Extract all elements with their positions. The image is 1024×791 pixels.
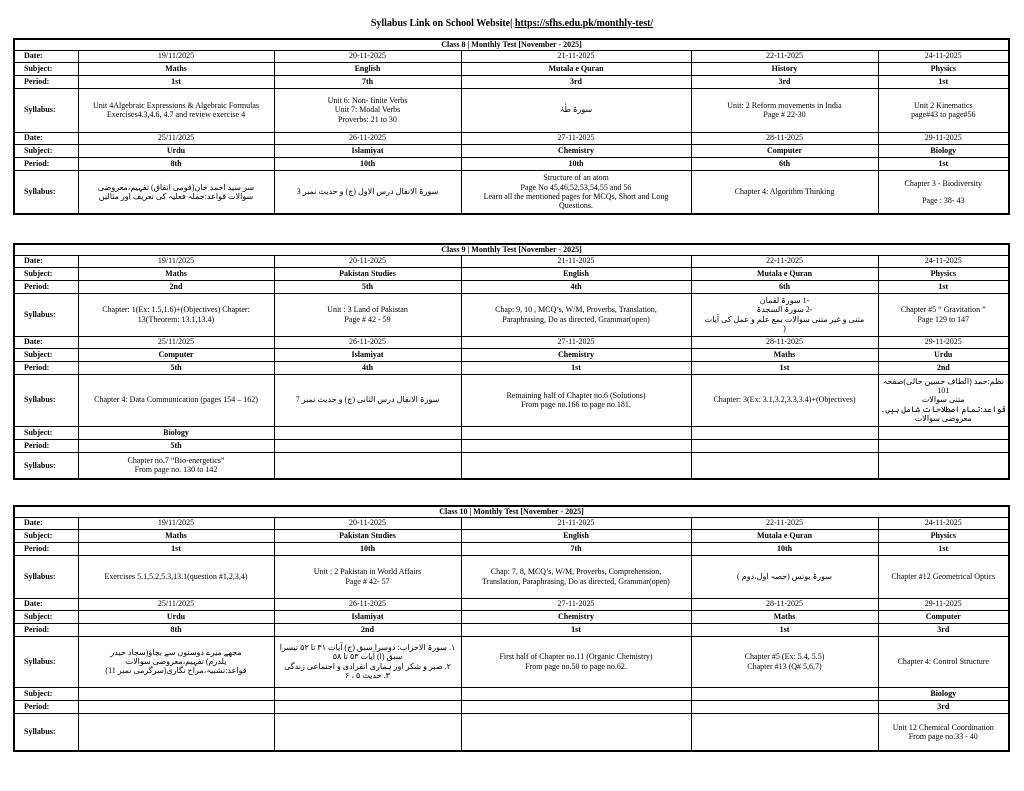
date-cell: 20-11-2025 (274, 255, 461, 267)
subject-cell (274, 426, 461, 439)
subject-cell: Computer (78, 348, 274, 361)
date-cell: 22-11-2025 (691, 50, 878, 62)
date-cell: 28-11-2025 (691, 598, 878, 610)
syllabus-line: Page : 38- 43 (922, 195, 965, 205)
subject-cell (691, 426, 878, 439)
date-label: Date: (14, 336, 78, 348)
subject-label: Subject: (14, 529, 78, 542)
subject-label: Subject: (14, 426, 78, 439)
syllabus-line: Structure of an atom (543, 173, 609, 183)
syllabus-cell (461, 636, 691, 687)
syllabus-cell (878, 452, 1009, 479)
class-title-row (14, 506, 1009, 517)
period-cell: 2nd (878, 361, 1009, 374)
syllabus-line: Chap: 9, 10 , MCQ’s, W/M, Proverbs, Translation, (495, 305, 657, 315)
subject-cell (78, 687, 274, 700)
syllabus-row (14, 374, 1009, 426)
subject-cell: Chemistry (461, 144, 691, 157)
syllabus-line: Chapter no.7 “Bio-energetics” (127, 456, 225, 466)
class8-table (13, 38, 1010, 215)
syllabus-cell (461, 555, 691, 598)
syllabus-line: ) (783, 323, 786, 333)
period-cell: 10th (461, 157, 691, 170)
subject-cell: Islamiyat (274, 144, 461, 157)
syllabus-line: ۲. صبر و شکر اور ہماری انفرادی و اجتماعی زندگی (284, 661, 451, 671)
syllabus-cell (461, 713, 691, 751)
date-cell: 21-11-2025 (461, 517, 691, 529)
subject-row (14, 426, 1009, 439)
period-cell: 3rd (878, 700, 1009, 713)
subject-cell: Mutala e Quran (461, 62, 691, 75)
subject-cell: Chemistry (461, 610, 691, 623)
date-cell: 22-11-2025 (691, 255, 878, 267)
period-cell: 2nd (78, 280, 274, 293)
subject-cell: Islamiyat (274, 348, 461, 361)
date-row (14, 598, 1009, 610)
period-label: Period: (14, 542, 78, 555)
syllabus-cell (691, 452, 878, 479)
date-cell: 22-11-2025 (691, 517, 878, 529)
syllabus-line: یلدرم) تفہیم،معروضی سوالات (125, 656, 227, 666)
syllabus-line: Chapter #5 “ Gravitation ” (900, 305, 986, 315)
date-cell: 27-11-2025 (461, 132, 691, 144)
syllabus-line: Chapter: 3(Ex: 3.1,3.2,3.3,3.4)+(Objectives) (713, 395, 856, 405)
syllabus-line: Unit: 2 Reform movements in India (727, 100, 842, 110)
period-cell: 8th (78, 157, 274, 170)
date-row (14, 517, 1009, 529)
period-cell: 3rd (691, 75, 878, 88)
period-cell: 7th (274, 75, 461, 88)
syllabus-cell (78, 293, 274, 336)
syllabus-label: Syllabus: (14, 636, 78, 687)
period-label: Period: (14, 157, 78, 170)
syllabus-line: Chapter #12 Geometrical Optics (891, 571, 996, 581)
period-label: Period: (14, 623, 78, 636)
syllabus-line: ۳. حدیث ۵ ، ۶ (345, 670, 390, 680)
syllabus-row (14, 452, 1009, 479)
date-cell: 20-11-2025 (274, 50, 461, 62)
subject-cell: Maths (78, 267, 274, 280)
syllabus-line: Chapter #5 (Ex: 5.4, 5.5) (744, 652, 825, 662)
period-row (14, 623, 1009, 636)
period-row (14, 280, 1009, 293)
date-cell: 26-11-2025 (274, 336, 461, 348)
subject-row (14, 267, 1009, 280)
syllabus-line: Exercises 5.1,5.2,5.3,13.1(question #1,2,3,4) (104, 571, 248, 581)
period-cell: 3rd (878, 623, 1009, 636)
date-cell: 24-11-2025 (878, 255, 1009, 267)
syllabus-line: Questions. (559, 200, 593, 210)
syllabus-line: 13(Theorem: 13.1,13.4) (137, 314, 215, 324)
period-row (14, 75, 1009, 88)
syllabus-label: Syllabus: (14, 452, 78, 479)
syllabus-label: Syllabus: (14, 293, 78, 336)
syllabus-cell (274, 293, 461, 336)
class10-table (13, 505, 1010, 752)
date-row (14, 132, 1009, 144)
date-label: Date: (14, 50, 78, 62)
subject-cell: Pakistan Studies (274, 267, 461, 280)
syllabus-line: Paraphrasing, Do as directed, Grammar(open) (502, 314, 650, 324)
subject-cell: English (461, 267, 691, 280)
period-cell: 4th (461, 280, 691, 293)
subject-label: Subject: (14, 267, 78, 280)
syllabus-line: Chap: 7, 8, MCQ’s, W/M, Proverbs, Comprehension, (490, 567, 662, 577)
syllabus-cell (78, 88, 274, 132)
period-cell: 6th (691, 280, 878, 293)
syllabus-line: Page No 45,46,52,53,54,55 and 56 (520, 182, 632, 192)
subject-row (14, 62, 1009, 75)
period-cell: 5th (274, 280, 461, 293)
syllabus-cell (691, 636, 878, 687)
period-row (14, 439, 1009, 452)
subject-cell: Urdu (78, 610, 274, 623)
subject-cell: Islamiyat (274, 610, 461, 623)
syllabus-line: -2 سورۃ السجدۃ (756, 305, 813, 315)
syllabus-cell (878, 88, 1009, 132)
date-cell: 27-11-2025 (461, 598, 691, 610)
syllabus-cell (878, 555, 1009, 598)
syllabus-cell (78, 555, 274, 598)
date-cell: 24-11-2025 (878, 50, 1009, 62)
syllabus-line: سوالات قواعد:جملہ فعلیہ کی تعریف اور مثالیں (98, 191, 254, 201)
syllabus-cell (78, 636, 274, 687)
subject-cell: Biology (878, 144, 1009, 157)
syllabus-line: Remaining half of Chapter no.6 (Solutions) (506, 390, 646, 400)
syllabus-cell (78, 713, 274, 751)
period-row (14, 542, 1009, 555)
subject-cell: Pakistan Studies (274, 529, 461, 542)
subject-cell: Physics (878, 267, 1009, 280)
syllabus-line: متنی و غیر متنی سوالات بمع علم و عمل کی آیات (704, 314, 865, 324)
subject-row (14, 687, 1009, 700)
syllabus-line: Unit : 2 Pakistan in World Affairs (313, 567, 422, 577)
subject-cell (878, 426, 1009, 439)
syllabus-line: Chapter: 1(Ex: 1.5,1.6)+(Objectives) Chapter: (102, 305, 250, 315)
period-cell: 10th (691, 542, 878, 555)
syllabus-cell (691, 88, 878, 132)
syllabus-line: ۱. سورۃ الاحزاب: دوسرا سبق (ج) آیات ۳۱ تا ۵۲ تیسرا (279, 643, 456, 653)
syllabus-label: Syllabus: (14, 713, 78, 751)
subject-label: Subject: (14, 62, 78, 75)
class9-table (13, 243, 1010, 480)
date-cell: 25/11/2025 (78, 336, 274, 348)
period-cell: 1st (691, 361, 878, 374)
class-title: Class 8 | Monthly Test [November - 2025] (14, 39, 1009, 50)
period-label: Period: (14, 439, 78, 452)
date-cell: 25/11/2025 (78, 132, 274, 144)
subject-row (14, 348, 1009, 361)
syllabus-cell (878, 636, 1009, 687)
subject-cell: Mutala e Quran (691, 267, 878, 280)
period-cell: 1st (78, 75, 274, 88)
syllabus-cell (691, 293, 878, 336)
class-10-schedule (13, 505, 1008, 752)
subject-label: Subject: (14, 687, 78, 700)
syllabus-row (14, 636, 1009, 687)
period-cell (461, 700, 691, 713)
period-cell: 5th (78, 361, 274, 374)
period-label: Period: (14, 700, 78, 713)
syllabus-cell (691, 170, 878, 214)
syllabus-line: Page # 42 - 59 (344, 314, 391, 324)
syllabus-cell (274, 374, 461, 426)
syllabus-line: Page # 22-30 (763, 110, 806, 119)
syllabus-line: سورۃ الانفال درس الثانی (ج) و حدیث نمبر 7 (295, 395, 440, 405)
period-row (14, 700, 1009, 713)
syllabus-label: Syllabus: (14, 88, 78, 132)
syllabus-cell (461, 88, 691, 132)
syllabus-cell (78, 452, 274, 479)
subject-cell: Maths (78, 62, 274, 75)
header-text: Syllabus Link on School Website| (370, 18, 515, 29)
class-title: Class 9 | Monthly Test [November - 2025] (14, 244, 1009, 255)
syllabus-line: From page no.166 to page no.181. (521, 400, 631, 409)
period-row (14, 361, 1009, 374)
class-8-schedule (13, 38, 1008, 215)
syllabus-cell (878, 293, 1009, 336)
period-cell: 6th (691, 157, 878, 170)
syllabus-line: Chapter 4: Algorithm Thinking (734, 187, 835, 197)
syllabus-line: -1 سورۃ لقمان (759, 296, 810, 306)
syllabus-line: Learn all the mentioned pages for MCQs, Short and Long (483, 191, 669, 201)
period-cell: 7th (461, 542, 691, 555)
syllabus-line: Unit 4Algebraic Expressions & Algebraic Formulas (93, 100, 259, 110)
period-cell (878, 439, 1009, 452)
date-label: Date: (14, 598, 78, 610)
period-cell: 1st (461, 623, 691, 636)
subject-row (14, 529, 1009, 542)
syllabus-line: Unit 12 Chemical Coordination (892, 722, 994, 732)
period-cell: 2nd (274, 623, 461, 636)
subject-cell: Biology (78, 426, 274, 439)
syllabus-line: Chapter #13 (Q# 5,6,7) (747, 661, 822, 671)
date-cell: 28-11-2025 (691, 132, 878, 144)
website-link[interactable]: https://sfhs.edu.pk/monthly-test/ (514, 18, 654, 29)
syllabus-cell (274, 713, 461, 751)
syllabus-row (14, 170, 1009, 214)
syllabus-cell (691, 713, 878, 751)
period-cell (78, 700, 274, 713)
date-cell: 26-11-2025 (274, 598, 461, 610)
period-cell: 1st (878, 542, 1009, 555)
date-cell: 28-11-2025 (691, 336, 878, 348)
period-cell: 8th (78, 623, 274, 636)
period-cell: 1st (691, 623, 878, 636)
syllabus-line: مجھے میرے دوستوں سے بچاؤ(سجاد حیدر (110, 647, 242, 657)
subject-cell (691, 687, 878, 700)
period-cell: 1st (878, 157, 1009, 170)
date-cell: 21-11-2025 (461, 255, 691, 267)
syllabus-cell (878, 713, 1009, 751)
syllabus-line: سورۃ یونس (حصہ اول،دوم ) (737, 571, 832, 581)
syllabus-line: متنی سوالات (921, 395, 965, 405)
period-label: Period: (14, 361, 78, 374)
period-cell: 4th (274, 361, 461, 374)
period-cell: 1st (878, 75, 1009, 88)
date-cell: 29-11-2025 (878, 598, 1009, 610)
date-cell: 29-11-2025 (878, 132, 1009, 144)
date-row (14, 50, 1009, 62)
period-cell: 10th (274, 157, 461, 170)
syllabus-label: Syllabus: (14, 374, 78, 426)
period-cell (691, 439, 878, 452)
date-label: Date: (14, 132, 78, 144)
page-header (0, 18, 1024, 29)
syllabus-cell (878, 170, 1009, 214)
period-cell: 1st (78, 542, 274, 555)
subject-cell (461, 426, 691, 439)
syllabus-line: معروضی سوالات (914, 413, 972, 423)
subject-cell: Mutala e Quran (691, 529, 878, 542)
syllabus-line: Chapter 4: Data Communication (pages 154 – 162) (94, 395, 258, 405)
period-row (14, 157, 1009, 170)
subject-cell: Biology (878, 687, 1009, 700)
syllabus-cell (691, 374, 878, 426)
syllabus-cell (461, 170, 691, 214)
syllabus-line: Page 129 to 147 (917, 314, 970, 324)
syllabus-line: Exercises4.3,4.6, 4.7 and review exercise 4 (106, 110, 246, 119)
date-cell: 26-11-2025 (274, 132, 461, 144)
date-cell: 24-11-2025 (878, 517, 1009, 529)
subject-cell: Maths (78, 529, 274, 542)
class-9-schedule (13, 243, 1008, 480)
period-cell (691, 700, 878, 713)
date-cell: 20-11-2025 (274, 517, 461, 529)
syllabus-line: قواعد:تمام اصطلاحات شامل ہیں۔ (880, 404, 1006, 414)
date-cell: 19/11/2025 (78, 517, 274, 529)
syllabus-line: From page no.50 to page no.62. (525, 661, 627, 671)
syllabus-line: Unit : 3 Land of Pakistan (327, 305, 408, 315)
syllabus-cell (78, 170, 274, 214)
period-cell: 1st (878, 280, 1009, 293)
syllabus-label: Syllabus: (14, 555, 78, 598)
date-row (14, 336, 1009, 348)
subject-label: Subject: (14, 348, 78, 361)
subject-cell: Chemistry (461, 348, 691, 361)
syllabus-cell (274, 88, 461, 132)
subject-cell: Physics (878, 62, 1009, 75)
period-cell: 10th (274, 542, 461, 555)
date-cell: 19/11/2025 (78, 50, 274, 62)
subject-row (14, 610, 1009, 623)
syllabus-row (14, 713, 1009, 751)
syllabus-line: سبق (ا) آیات ۵۳ تا ۵۸ (332, 652, 403, 662)
date-label: Date: (14, 517, 78, 529)
subject-cell: History (691, 62, 878, 75)
syllabus-cell (461, 452, 691, 479)
syllabus-cell (274, 636, 461, 687)
date-row (14, 255, 1009, 267)
date-cell: 29-11-2025 (878, 336, 1009, 348)
syllabus-cell (274, 170, 461, 214)
date-label: Date: (14, 255, 78, 267)
syllabus-line: page#43 to page#56 (911, 110, 976, 119)
syllabus-cell (878, 374, 1009, 426)
subject-cell: Computer (691, 144, 878, 157)
syllabus-line: نظم:حمد (الطاف حسین حالی)صفحہ 101 (882, 377, 1004, 396)
class-title: Class 10 | Monthly Test [November - 2025] (14, 506, 1009, 517)
date-cell: 19/11/2025 (78, 255, 274, 267)
subject-label: Subject: (14, 144, 78, 157)
period-cell (274, 439, 461, 452)
syllabus-line: Chapter 4: Control Structure (897, 656, 989, 666)
syllabus-cell (78, 374, 274, 426)
syllabus-row (14, 293, 1009, 336)
syllabus-label: Syllabus: (14, 170, 78, 214)
subject-row (14, 144, 1009, 157)
date-cell: 25/11/2025 (78, 598, 274, 610)
syllabus-line: Translation, Paraphrasing, Do as directed, Grammar(open) (482, 576, 670, 586)
syllabus-line: Unit 7: Modal Verbs (334, 105, 401, 115)
syllabus-line: Unit 2 Kinematics (913, 100, 973, 110)
syllabus-row (14, 88, 1009, 132)
syllabus-line: From page no. 130 to 142 (134, 465, 218, 475)
syllabus-line: سورۃ طٰہٰ (559, 105, 593, 115)
period-cell: 1st (461, 361, 691, 374)
subject-cell (274, 687, 461, 700)
class-title-row (14, 39, 1009, 50)
syllabus-line: سر سید احمد خان(قومی اتفاق) تفہیم،معروضی (97, 182, 255, 192)
syllabus-line: سورۃ الانفال درس الاول (ج) و حدیث نمبر 3 (296, 187, 439, 197)
syllabus-line: From page no.33 - 40 (908, 731, 978, 741)
subject-cell: Computer (878, 610, 1009, 623)
syllabus-line: Page # 42- 57 (345, 576, 390, 586)
period-cell (274, 700, 461, 713)
date-cell: 27-11-2025 (461, 336, 691, 348)
syllabus-line: قواعد:تشبیہ،مراح نگاری(سرگرمی نمبر 11) (105, 666, 247, 676)
syllabus-row (14, 555, 1009, 598)
syllabus-line: First half of Chapter no.11 (Organic Chemistry) (499, 652, 653, 662)
subject-cell: English (461, 529, 691, 542)
period-cell (461, 439, 691, 452)
subject-cell: Urdu (878, 348, 1009, 361)
syllabus-cell (461, 374, 691, 426)
syllabus-cell (461, 293, 691, 336)
syllabus-line: Proverbs: 21 to 30 (338, 114, 397, 124)
date-cell: 21-11-2025 (461, 50, 691, 62)
class-title-row (14, 244, 1009, 255)
subject-cell: Maths (691, 348, 878, 361)
syllabus-cell (274, 555, 461, 598)
syllabus-cell (691, 555, 878, 598)
syllabus-line (881, 188, 1007, 196)
subject-cell (461, 687, 691, 700)
subject-cell: Urdu (78, 144, 274, 157)
subject-label: Subject: (14, 610, 78, 623)
subject-cell: Maths (691, 610, 878, 623)
period-label: Period: (14, 75, 78, 88)
syllabus-line: Chapter 3 - Biodiversity (904, 178, 983, 188)
subject-cell: English (274, 62, 461, 75)
syllabus-cell (274, 452, 461, 479)
period-cell: 5th (78, 439, 274, 452)
subject-cell: Physics (878, 529, 1009, 542)
period-cell: 3rd (461, 75, 691, 88)
period-label: Period: (14, 280, 78, 293)
syllabus-line: Unit 6: Non- finite Verbs (327, 96, 408, 106)
